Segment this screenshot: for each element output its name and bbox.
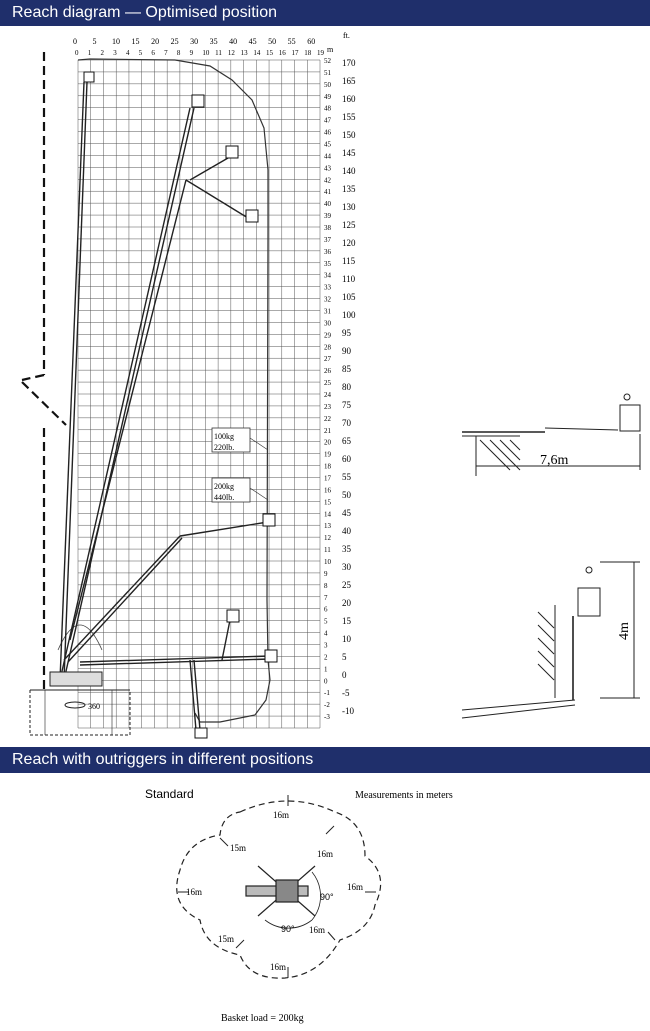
m-right-tick: 13 <box>324 522 331 531</box>
m-right-tick: 16 <box>324 486 331 495</box>
load2-kg: 200kg <box>214 482 234 491</box>
m-right-tick: 50 <box>324 80 331 89</box>
m-right-scale <box>324 57 332 721</box>
load1-lb: 220lb. <box>214 443 235 452</box>
basket-3 <box>226 146 238 158</box>
m-right-tick: 44 <box>324 152 331 161</box>
m-right-tick: 43 <box>324 164 331 173</box>
ft-top-tick: 25 <box>170 37 179 46</box>
m-right-tick: 17 <box>324 474 331 483</box>
m-top-tick: 12 <box>227 49 235 57</box>
m-top-tick: 6 <box>151 49 155 57</box>
reach-envelope <box>78 59 270 722</box>
load1-kg: 100kg <box>214 432 234 441</box>
building-outline <box>22 52 66 690</box>
m-right-tick: 8 <box>324 581 328 590</box>
m-right-tick: 47 <box>324 116 331 125</box>
m-top-tick: 10 <box>202 49 210 57</box>
ft-right-tick: 10 <box>342 634 351 644</box>
m-right-tick: 21 <box>324 426 331 435</box>
m-top-tick: 17 <box>291 49 299 57</box>
reach-diagram-banner: Reach diagram — Optimised position <box>0 0 650 26</box>
ft-right-tick: 140 <box>342 166 356 176</box>
m-right-tick: 29 <box>324 331 331 340</box>
ft-right-tick: 125 <box>342 220 356 230</box>
m-right-tick: 38 <box>324 224 331 232</box>
ft-right-tick: 170 <box>342 58 356 68</box>
m-right-tick: 40 <box>324 200 331 209</box>
ft-right-tick: -10 <box>342 706 354 716</box>
m-right-tick: 28 <box>324 343 331 352</box>
ft-right-tick: 165 <box>342 76 356 86</box>
m-right-tick: 49 <box>324 92 331 101</box>
horizontal-reach-label: 7,6m <box>540 453 569 468</box>
ft-right-tick: 95 <box>342 328 351 338</box>
m-right-tick: 9 <box>324 569 328 578</box>
m-unit-label: m <box>327 45 334 54</box>
basket-2 <box>192 95 204 107</box>
ft-right-tick: 45 <box>342 508 351 518</box>
m-top-tick: 2 <box>100 49 104 57</box>
ft-right-tick: 150 <box>342 130 356 140</box>
ft-right-tick: 60 <box>342 454 351 464</box>
m-right-tick: 39 <box>324 212 331 221</box>
m-top-tick: 3 <box>113 49 117 57</box>
ft-right-tick: 0 <box>342 670 347 680</box>
m-top-tick: 7 <box>164 49 168 57</box>
ft-right-tick: 25 <box>342 580 351 590</box>
basket-4 <box>246 210 258 222</box>
ft-top-tick: 30 <box>190 37 199 46</box>
m-right-tick: 41 <box>324 188 331 197</box>
radius-label-2: 15m <box>230 843 247 853</box>
radius-label-7: 16m <box>309 925 326 935</box>
m-top-tick: 18 <box>304 49 312 57</box>
angle-label-1: 90° <box>320 892 334 902</box>
ft-right-tick: 115 <box>342 256 356 266</box>
m-right-tick: 0 <box>324 677 328 686</box>
ft-right-tick: 30 <box>342 562 351 572</box>
ft-top-tick: 55 <box>287 37 296 46</box>
m-top-tick: 1 <box>87 49 92 57</box>
m-right-tick: 7 <box>324 593 328 602</box>
mode-label: Standard <box>145 787 194 801</box>
basket-6 <box>227 610 239 622</box>
ft-top-tick: 10 <box>112 37 121 46</box>
angle-label-2: 90° <box>281 924 295 934</box>
m-top-tick: 16 <box>278 49 286 57</box>
radius-label-5: 16m <box>186 887 203 897</box>
m-right-tick: 27 <box>324 355 331 364</box>
ft-right-tick: 20 <box>342 598 351 608</box>
radius-label-1: 16m <box>273 810 290 820</box>
ft-right-tick: 130 <box>342 202 356 212</box>
m-right-tick: 36 <box>324 247 331 256</box>
load-box-100 <box>212 428 268 452</box>
ft-right-tick: 40 <box>342 526 351 536</box>
ft-top-tick: 60 <box>307 37 316 46</box>
m-right-tick: 10 <box>324 558 331 566</box>
ft-right-tick: 35 <box>342 544 351 554</box>
ft-top-tick: 50 <box>268 37 277 46</box>
radius-label-8: 16m <box>270 962 287 972</box>
ft-right-tick: 5 <box>342 652 347 662</box>
ft-right-tick: 70 <box>342 418 351 428</box>
m-top-tick: 15 <box>266 49 274 57</box>
m-right-tick: 11 <box>324 546 331 555</box>
ft-top-scale <box>73 37 315 46</box>
side-view-vertical <box>462 562 640 718</box>
m-right-tick: 26 <box>324 367 331 376</box>
basket-7 <box>265 650 277 662</box>
m-right-tick: 4 <box>324 629 328 638</box>
m-right-tick: -1 <box>324 689 330 698</box>
basket-load-note: Basket load = 200kg <box>221 1013 304 1024</box>
ft-right-tick: 65 <box>342 436 351 446</box>
m-right-tick: 12 <box>324 534 331 543</box>
ft-top-tick: 45 <box>248 37 257 46</box>
ft-top-tick: 35 <box>209 37 218 46</box>
m-right-tick: 34 <box>324 271 331 280</box>
basket-5 <box>263 514 275 526</box>
m-top-tick: 14 <box>253 49 261 57</box>
ft-top-tick: 40 <box>229 37 238 46</box>
m-right-tick: 25 <box>324 379 331 388</box>
ft-unit-label: ft. <box>343 31 350 40</box>
rotation-label: 360 <box>88 702 100 711</box>
load2-lb: 440lb. <box>214 493 235 502</box>
load-box-200 <box>212 478 268 502</box>
m-top-scale <box>75 49 325 57</box>
m-top-tick: 19 <box>317 49 324 57</box>
ft-right-tick: 100 <box>342 310 356 320</box>
ft-right-scale <box>342 58 356 716</box>
basket-top <box>84 72 94 82</box>
ft-top-tick: 5 <box>92 37 97 46</box>
ft-right-tick: 160 <box>342 94 356 104</box>
outriggers-banner: Reach with outriggers in different positions <box>0 747 650 773</box>
m-right-tick: 32 <box>324 295 331 304</box>
m-right-tick: 2 <box>324 653 328 662</box>
m-right-tick: 19 <box>324 450 331 459</box>
m-right-tick: 20 <box>324 438 331 447</box>
m-right-tick: 3 <box>324 641 328 650</box>
m-right-tick: 24 <box>324 391 331 399</box>
m-right-tick: 6 <box>324 605 328 614</box>
m-right-tick: 45 <box>324 140 331 149</box>
ft-right-tick: 110 <box>342 274 356 284</box>
m-right-tick: 48 <box>324 104 331 113</box>
reach-grid <box>78 60 320 728</box>
m-right-tick: 37 <box>324 235 331 244</box>
ft-right-tick: 85 <box>342 364 351 374</box>
ft-right-tick: -5 <box>342 688 350 698</box>
m-right-tick: 15 <box>324 498 331 507</box>
m-right-tick: 14 <box>324 510 331 519</box>
radius-label-4: 16m <box>347 882 364 892</box>
ft-right-tick: 135 <box>342 184 356 194</box>
vertical-drop-label: 4m <box>617 622 632 640</box>
m-top-tick: 11 <box>215 49 222 57</box>
m-right-tick: 46 <box>324 128 331 137</box>
m-top-tick: 8 <box>176 49 181 57</box>
machine-plan <box>246 866 321 928</box>
ft-right-tick: 80 <box>342 382 351 392</box>
m-right-tick: 52 <box>324 57 331 65</box>
ft-right-tick: 55 <box>342 472 351 482</box>
m-right-tick: 18 <box>324 462 331 471</box>
m-right-tick: 33 <box>324 283 331 292</box>
m-right-tick: 35 <box>324 259 331 268</box>
ft-right-tick: 90 <box>342 346 351 356</box>
m-right-tick: 1 <box>324 665 328 674</box>
m-top-tick: 4 <box>125 49 130 57</box>
m-right-tick: 22 <box>324 414 331 423</box>
ft-right-tick: 145 <box>342 148 356 158</box>
ft-right-tick: 120 <box>342 238 356 248</box>
basket-8 <box>195 728 207 738</box>
radius-label-6: 15m <box>218 934 235 944</box>
m-top-tick: 13 <box>240 49 248 57</box>
ft-top-tick: 0 <box>73 37 77 46</box>
ft-top-tick: 20 <box>151 37 160 46</box>
m-right-tick: 51 <box>324 68 331 77</box>
m-top-tick: 9 <box>189 49 194 57</box>
m-top-tick: 0 <box>75 49 79 57</box>
m-right-tick: 31 <box>324 307 331 316</box>
m-right-tick: -3 <box>324 713 330 722</box>
m-right-tick: 5 <box>324 617 328 626</box>
radius-label-3: 16m <box>317 849 334 859</box>
baskets <box>84 72 277 738</box>
m-right-tick: 42 <box>324 176 331 185</box>
ft-top-tick: 15 <box>131 37 140 46</box>
ft-right-tick: 75 <box>342 400 351 410</box>
measurements-note: Measurements in meters <box>355 790 453 801</box>
m-top-tick: 5 <box>138 49 143 57</box>
ft-right-tick: 50 <box>342 490 351 500</box>
m-right-tick: 23 <box>324 402 331 411</box>
ft-right-tick: 15 <box>342 616 351 626</box>
m-right-tick: -2 <box>324 701 330 710</box>
m-right-tick: 30 <box>324 319 331 328</box>
ft-right-tick: 155 <box>342 112 356 122</box>
ft-right-tick: 105 <box>342 292 356 302</box>
